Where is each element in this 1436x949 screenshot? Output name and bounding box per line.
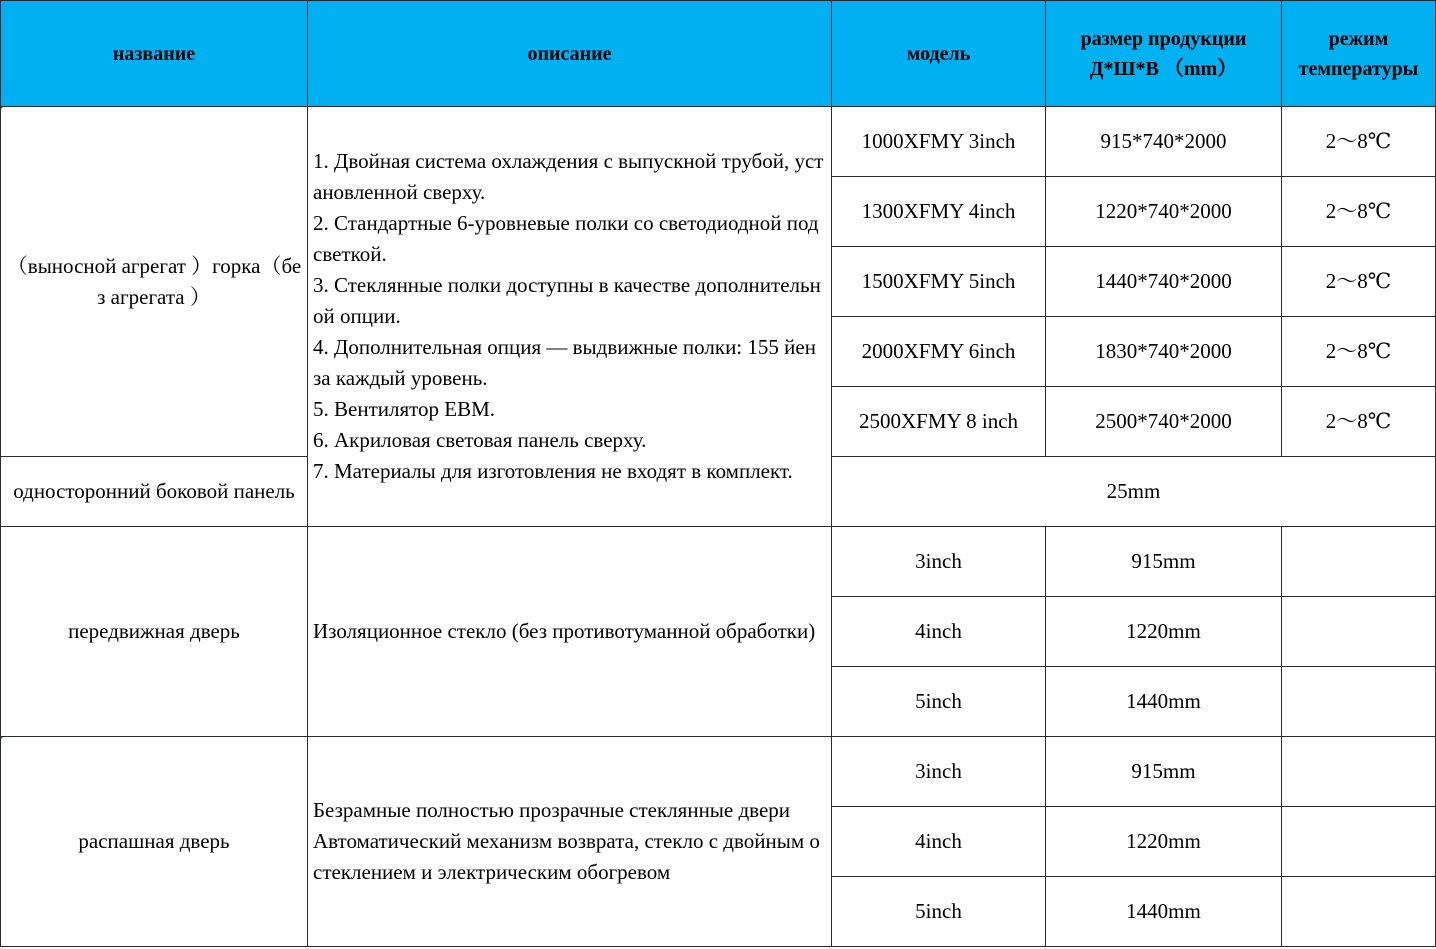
size-cell: 1220mm [1046,597,1282,667]
cabinet-desc-line: 7. Материалы для изготовления не входят в комплект. [313,459,793,483]
sliding-door-name-cell: передвижная дверь [1,527,308,737]
header-model: модель [832,1,1046,107]
temperature-cell [1282,737,1436,807]
model-cell: 4inch [832,597,1046,667]
swing-door-desc-line: Безрамные полностью прозрачные стеклянные двери [313,798,791,822]
size-cell: 1440mm [1046,667,1282,737]
swing-door-desc-line: Автоматический механизм возврата, стекло с двойным остеклением и электрическим обогревом [313,829,820,884]
header-description: описание [308,1,832,107]
swing-door-description-cell [308,737,832,947]
cabinet-desc-line: 2. Стандартные 6-уровневые полки со светодиодной подсветкой. [313,211,819,266]
cabinet-description-cell [308,107,832,527]
temperature-cell: 2～8℃ [1282,387,1436,457]
cabinet-desc-line: 1. Двойная система охлаждения с выпускной трубой, установленной сверху. [313,149,824,204]
model-cell: 1000XFMY 3inch [832,107,1046,177]
swing-door-name-cell: распашная дверь [1,737,308,947]
model-cell: 2500XFMY 8 inch [832,387,1046,457]
model-cell: 2000XFMY 6inch [832,317,1046,387]
model-cell: 3inch [832,737,1046,807]
header-temperature: режим температуры [1282,1,1436,107]
size-cell: 1830*740*2000 [1046,317,1282,387]
temperature-cell [1282,667,1436,737]
temperature-cell [1282,877,1436,947]
header-size: размер продукции Д*Ш*В （mm） [1046,1,1282,107]
size-cell: 1440mm [1046,877,1282,947]
table-row [1,527,1436,597]
cabinet-name-cell: （выносной агрегат ）горка（без агрегата ） [1,107,308,457]
side-panel-name-cell: односторонний боковой панель [1,457,308,527]
header-name: название [1,1,308,107]
model-cell: 5inch [832,667,1046,737]
cabinet-desc-line: 3. Стеклянные полки доступны в качестве дополнительной опции. [313,273,821,328]
table-row [1,107,1436,177]
size-cell: 1220*740*2000 [1046,177,1282,247]
cabinet-desc-line: 6. Акриловая световая панель сверху. [313,428,647,452]
temperature-cell: 2～8℃ [1282,107,1436,177]
table-row [1,737,1436,807]
model-cell: 1500XFMY 5inch [832,247,1046,317]
size-cell: 1440*740*2000 [1046,247,1282,317]
sliding-door-desc-line: Изоляционное стекло (без противотуманной обработки) [313,619,816,643]
temperature-cell [1282,597,1436,667]
size-cell: 915mm [1046,527,1282,597]
temperature-cell: 2～8℃ [1282,247,1436,317]
model-cell: 1300XFMY 4inch [832,177,1046,247]
model-cell: 3inch [832,527,1046,597]
size-cell: 2500*740*2000 [1046,387,1282,457]
model-cell: 4inch [832,807,1046,877]
temperature-cell: 2～8℃ [1282,317,1436,387]
size-cell: 915*740*2000 [1046,107,1282,177]
sliding-door-description-cell [308,527,832,737]
temperature-cell: 2～8℃ [1282,177,1436,247]
cabinet-desc-line: 4. Дополнительная опция — выдвижные полки: 155 йен за каждый уровень. [313,335,816,390]
temperature-cell [1282,807,1436,877]
temperature-cell [1282,527,1436,597]
size-cell: 1220mm [1046,807,1282,877]
header-row [1,1,1436,107]
model-cell: 5inch [832,877,1046,947]
cabinet-desc-line: 5. Вентилятор EBM. [313,397,496,421]
size-cell: 915mm [1046,737,1282,807]
side-panel-value-cell: 25mm [832,457,1436,527]
